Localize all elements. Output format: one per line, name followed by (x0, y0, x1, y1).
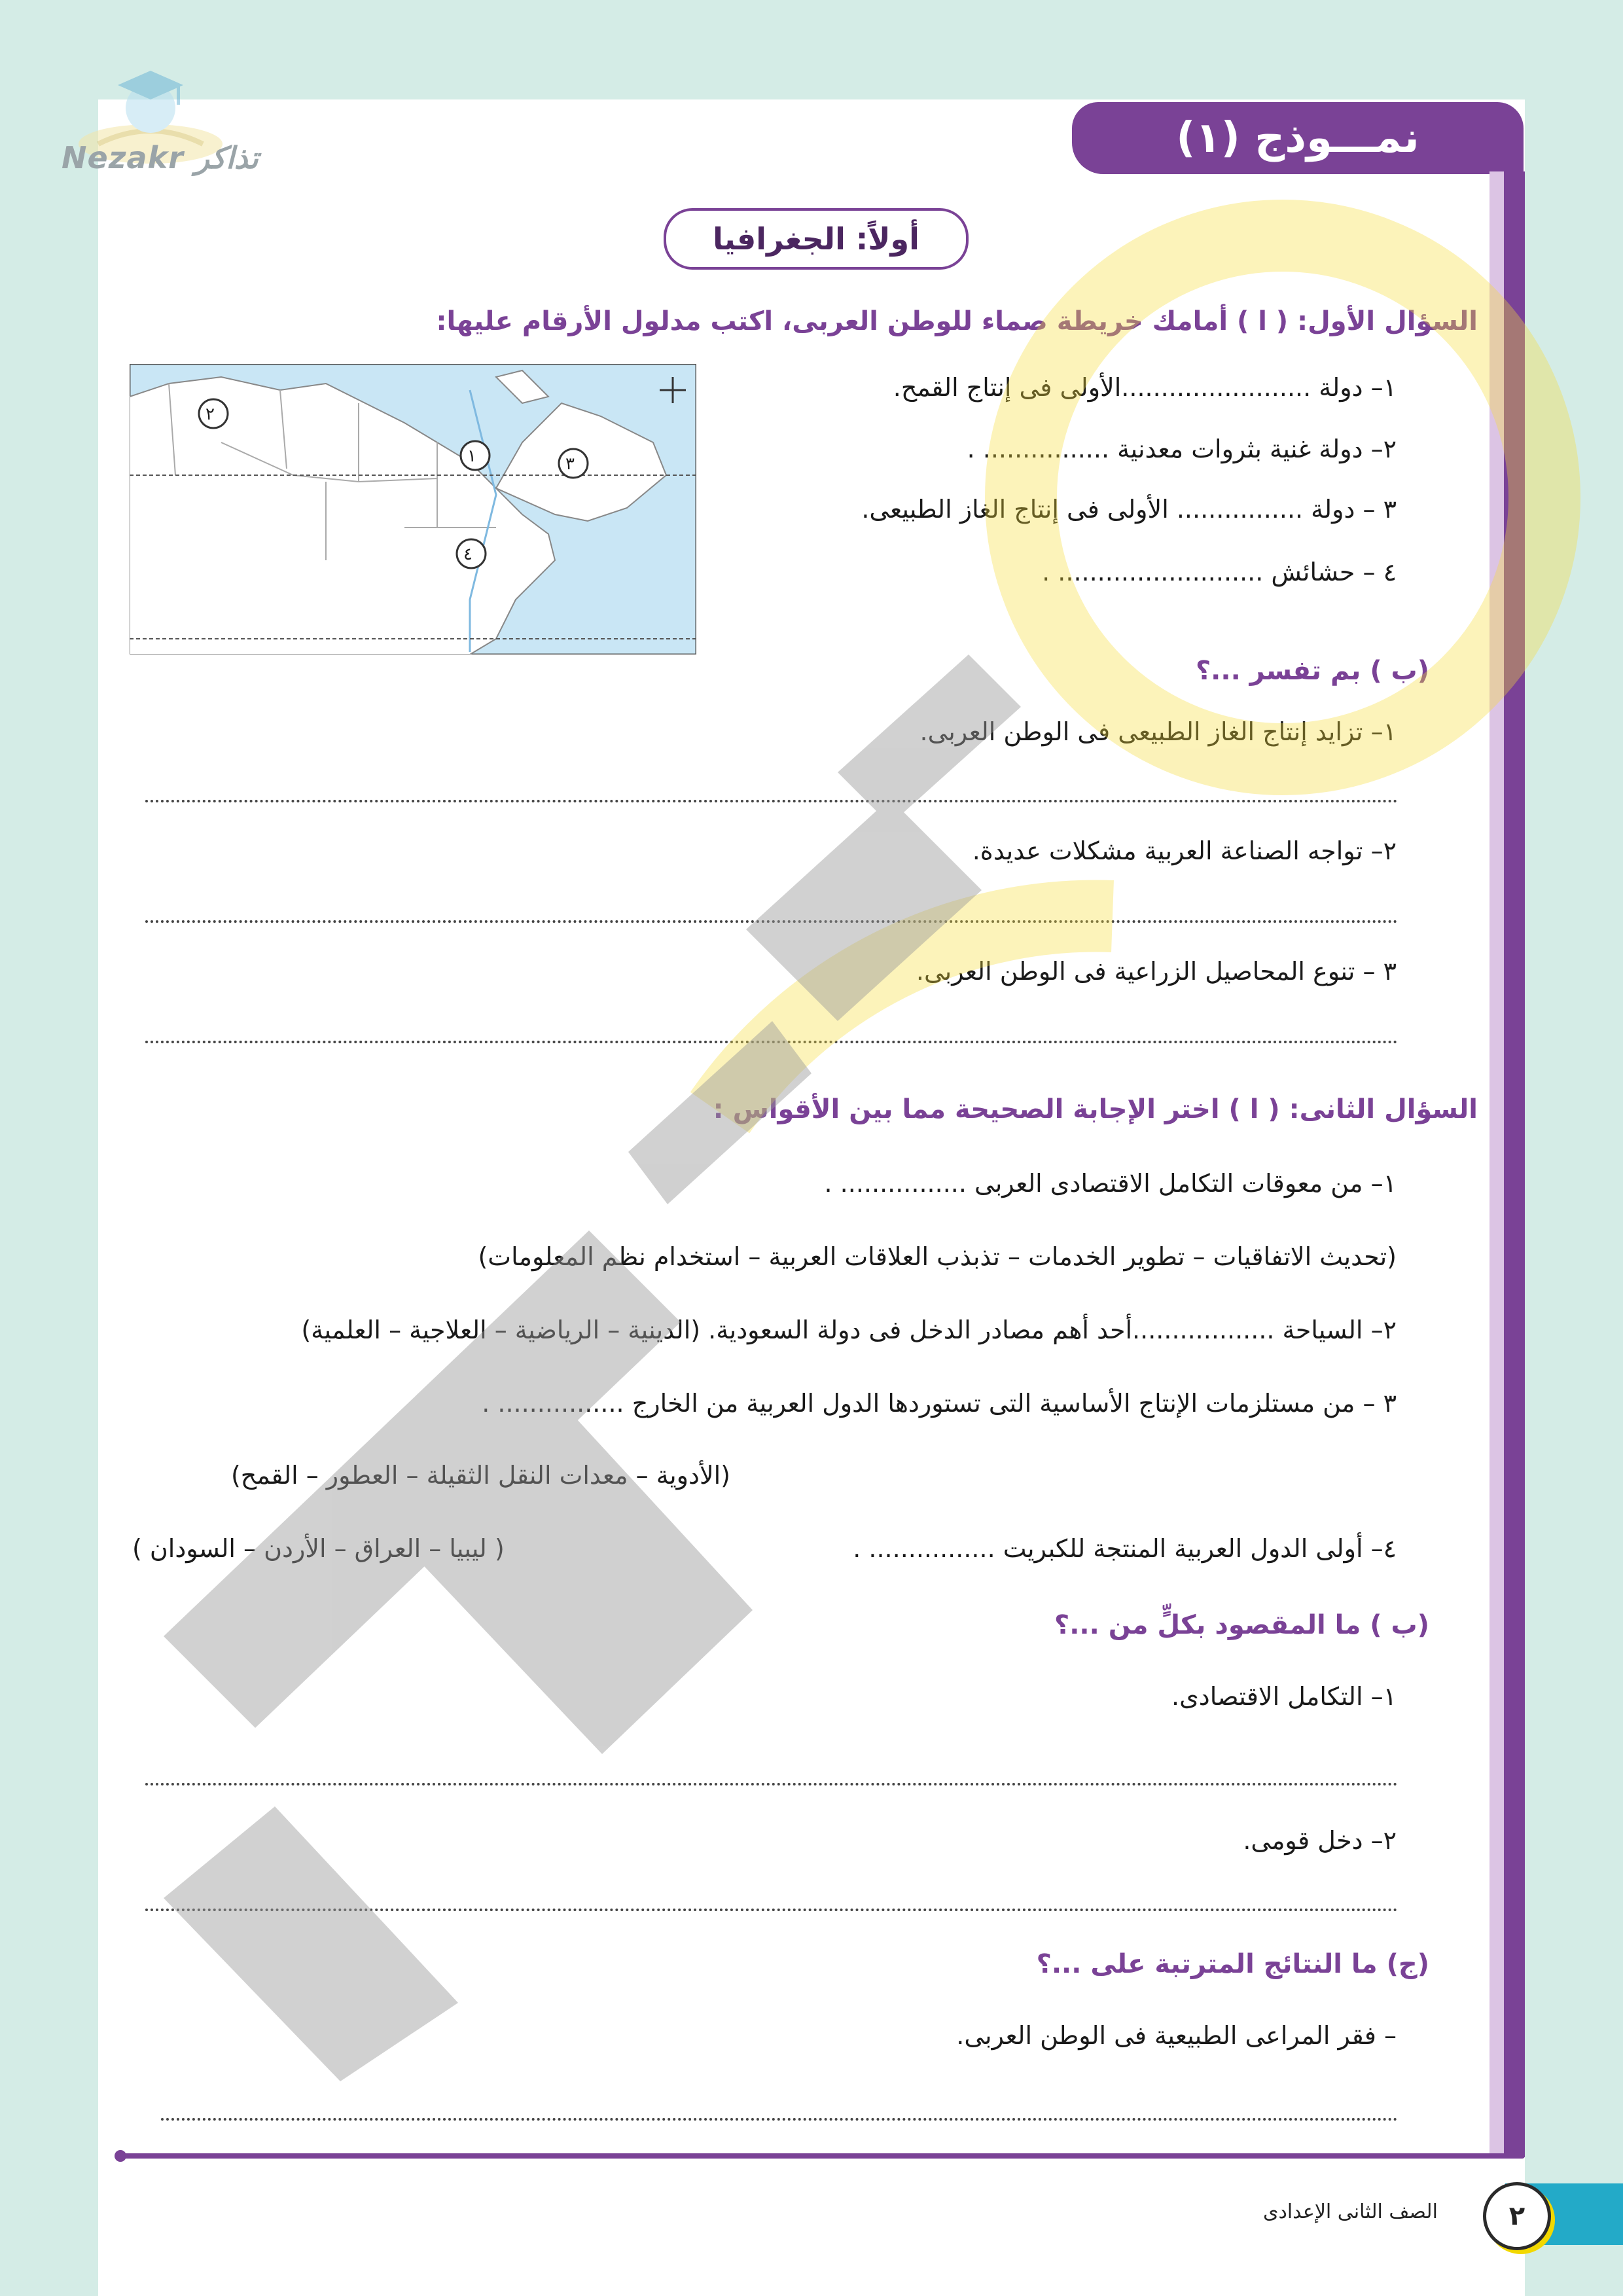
q1-item-2: ٢– دولة غنية بثروات معدنية ................ . (967, 435, 1397, 463)
q2-item-1: ١– من معوقات التكامل الاقتصادى العربى ................ . (824, 1169, 1397, 1198)
q2-item-3-options: (الأدوية – معدات النقل الثقيلة – العطور – القمح) (230, 1461, 730, 1490)
frame-dot (115, 2150, 126, 2162)
frame-right-border (1504, 171, 1525, 2157)
q1b-item-1: ١– تزايد إنتاج الغاز الطبيعى فى الوطن العربى. (919, 717, 1397, 746)
model-title: نمـــوذج (١) (1176, 114, 1419, 162)
map-label-3: ٣ (565, 454, 575, 474)
q2b-item-2: ٢– دخل قومى. (1243, 1826, 1397, 1855)
q2-item-1-options: (تحديث الاتفاقيات – تطوير الخدمات – تذبذب العلاقات العربية – استخدام نظم المعلومات) (478, 1242, 1397, 1271)
section-title-text: أولاً: الجغرافيا (713, 221, 919, 257)
q2-item-4: ٤– أولى الدول العربية المنتجة للكبريت ................ . (853, 1534, 1397, 1563)
answer-line[interactable] (161, 2118, 1398, 2121)
q1b-item-3: ٣ – تنوع المحاصيل الزراعية فى الوطن العربى. (916, 957, 1397, 986)
answer-line[interactable] (145, 920, 1398, 923)
map-label-2: ٢ (205, 404, 215, 424)
page-number-badge (1483, 2182, 1551, 2250)
logo-text: Nezakr تذاكر (62, 140, 259, 175)
q2b-heading: (ب ) ما المقصود بكلٍّ من ...؟ (1054, 1610, 1429, 1640)
q2-item-2: ٢– السياحة ..................أحد أهم مصادر الدخل فى دولة السعودية. (الدينية – الرياضية – العلاجية – العلمية) (301, 1316, 1397, 1344)
section-title (664, 208, 969, 270)
page-number: ٢ (1508, 2201, 1525, 2231)
q1b-heading: (ب ) بم تفسر ...؟ (1195, 656, 1429, 686)
q2-heading: السؤال الثانى: ( ا ) اختر الإجابة الصحيحة مما بين الأقواس : (713, 1094, 1478, 1124)
q1-item-3: ٣ – دولة ................ الأولى فى إنتاج الغاز الطبيعى. (861, 495, 1397, 524)
q1b-item-2: ٢– تواجه الصناعة العربية مشكلات عديدة. (972, 836, 1397, 865)
answer-line[interactable] (145, 1909, 1398, 1911)
q2c-heading: (ج) ما النتائج المترتبة على ...؟ (1036, 1949, 1429, 1979)
q1-item-4: ٤ – حشائش .......................... . (1042, 558, 1397, 586)
q2c-item-1: – فقر المراعى الطبيعية فى الوطن العربى. (956, 2021, 1397, 2050)
q2-item-4-options: ( ليبيا – العراق – الأردن – السودان ) (132, 1534, 505, 1563)
grade-label: الصف الثانى الإعدادى (1263, 2200, 1438, 2223)
q2-item-3: ٣ – من مستلزمات الإنتاج الأساسية التى تستوردها الدول العربية من الخارج ................ . (482, 1389, 1397, 1418)
frame-bottom-border (119, 2153, 1525, 2159)
answer-line[interactable] (145, 1041, 1398, 1043)
model-title-tab (1072, 102, 1524, 174)
map-label-4: ٤ (463, 545, 473, 564)
map-label-1: ١ (467, 446, 476, 466)
answer-line[interactable] (145, 800, 1398, 802)
q1-heading: السؤال الأول: ( ا ) أمامك خريطة صماء للوطن العربى، اكتب مدلول الأرقام عليها: (436, 306, 1478, 336)
q1-item-1: ١– دولة ........................الأولى فى إنتاج القمح. (893, 373, 1397, 402)
q2b-item-1: ١– التكامل الاقتصادى. (1171, 1682, 1397, 1711)
answer-line[interactable] (145, 1783, 1398, 1785)
frame-inner-border (1489, 171, 1504, 2157)
